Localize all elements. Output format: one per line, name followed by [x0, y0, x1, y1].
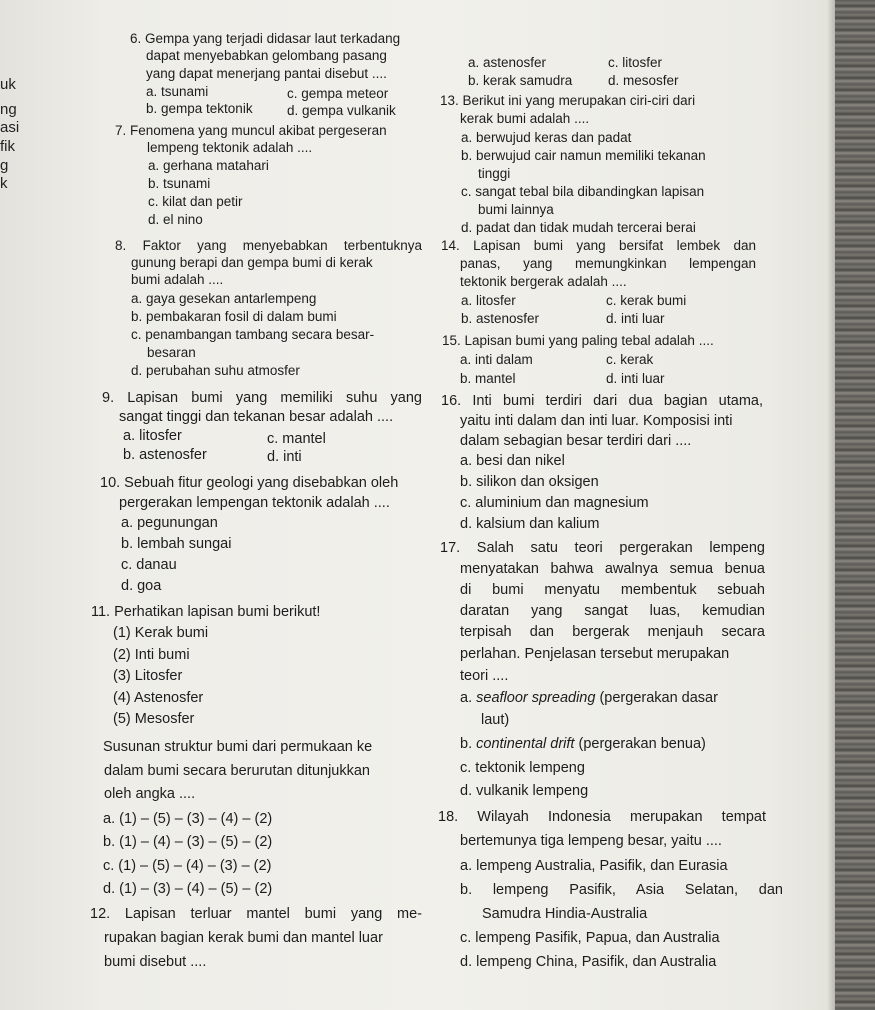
option-11c[interactable]: c. (1) – (5) – (4) – (3) – (2) [103, 858, 272, 874]
option-16b[interactable]: b. silikon dan oksigen [460, 474, 599, 490]
option-17b-gloss: (pergerakan benua) [578, 736, 706, 752]
option-7a[interactable]: a. gerhana matahari [148, 158, 269, 173]
option-17a-cont: laut) [481, 712, 510, 728]
question-12-stem: bumi disebut .... [104, 954, 207, 970]
question-17-stem: terpisah dan bergerak menjauh secara [460, 624, 765, 640]
question-11-stem2: Susunan struktur bumi dari permukaan ke [103, 739, 373, 755]
option-18a[interactable]: a. lempeng Australia, Pasifik, dan Eurasia [460, 858, 728, 874]
option-16d[interactable]: d. kalsium dan kalium [460, 516, 600, 532]
question-11-stem: 11. Perhatikan lapisan bumi berikut! [91, 604, 321, 620]
question-8-stem: bumi adalah .... [131, 272, 224, 287]
question-17-stem: perlahan. Penjelasan tersebut merupakan [460, 646, 730, 662]
question-14-stem: 14. Lapisan bumi yang bersifat lembek dan [441, 238, 756, 253]
question-6-stem: 6. Gempa yang terjadi didasar laut terkadang [130, 31, 401, 46]
margin-fragment: uk [0, 76, 16, 93]
option-6b[interactable]: b. gempa tektonik [146, 101, 253, 116]
option-13c-cont: bumi lainnya [478, 202, 554, 217]
option-10c[interactable]: c. danau [121, 557, 177, 573]
layer-item-5: (5) Mesosfer [113, 711, 195, 727]
question-10-stem: 10. Sebuah fitur geologi yang disebabkan oleh [100, 475, 399, 491]
question-7-stem: lempeng tektonik adalah .... [147, 140, 313, 155]
margin-fragment: ng [0, 101, 17, 118]
option-14c[interactable]: c. kerak bumi [606, 293, 687, 308]
option-6c[interactable]: c. gempa meteor [287, 86, 389, 101]
option-17b-term: continental drift [476, 736, 575, 752]
margin-fragment: fik [0, 138, 15, 155]
margin-fragment: g [0, 157, 9, 174]
question-8-stem: gunung berapi dan gempa bumi di kerak [131, 255, 373, 270]
option-10b[interactable]: b. lembah sungai [121, 536, 232, 552]
option-15a[interactable]: a. inti dalam [460, 352, 533, 367]
question-9-stem: 9. Lapisan bumi yang memiliki suhu yang [102, 390, 422, 406]
option-13d[interactable]: d. padat dan tidak mudah tercerai berai [461, 220, 696, 235]
option-15b[interactable]: b. mantel [460, 371, 516, 386]
option-8a[interactable]: a. gaya gesekan antarlempeng [131, 291, 317, 306]
question-17-stem: menyatakan bahwa awalnya semua benua [460, 561, 765, 577]
option-17a-term: seafloor spreading [476, 690, 596, 706]
option-13b[interactable]: b. berwujud cair namun memiliki tekanan [461, 148, 706, 163]
question-10-stem: pergerakan lempengan tektonik adalah .... [119, 495, 390, 511]
option-10d[interactable]: d. goa [121, 578, 162, 594]
option-17d[interactable]: d. vulkanik lempeng [460, 783, 589, 799]
question-14-stem: tektonik bergerak adalah .... [460, 274, 627, 289]
question-9-stem: sangat tinggi dan tekanan besar adalah .... [119, 409, 394, 425]
option-11d[interactable]: d. (1) – (3) – (4) – (5) – (2) [103, 881, 273, 897]
option-18b[interactable]: b. lempeng Pasifik, Asia Selatan, dan [460, 882, 783, 898]
option-9c[interactable]: c. mantel [267, 431, 326, 447]
question-16-stem: 16. Inti bumi terdiri dari dua bagian utama, [441, 393, 763, 409]
question-16-stem: dalam sebagian besar terdiri dari .... [460, 433, 692, 449]
option-18b-cont: Samudra Hindia-Australia [482, 906, 648, 922]
option-8c[interactable]: c. penambangan tambang secara besar- [131, 327, 375, 342]
page-shadow [827, 0, 835, 1010]
option-11a[interactable]: a. (1) – (5) – (3) – (4) – (2) [103, 811, 273, 827]
option-9b[interactable]: b. astenosfer [123, 447, 207, 463]
margin-fragment: asi [0, 119, 20, 136]
option-7c[interactable]: c. kilat dan petir [148, 194, 243, 209]
question-17-stem: daratan yang sangat luas, kemudian [460, 603, 765, 619]
book-binding [835, 0, 875, 1010]
option-12c[interactable]: c. litosfer [608, 55, 663, 70]
option-9a[interactable]: a. litosfer [123, 428, 182, 444]
question-13-stem: 13. Berikut ini yang merupakan ciri-ciri dari [440, 93, 696, 108]
question-11-stem2: dalam bumi secara berurutan ditunjukkan [104, 763, 370, 779]
question-12-stem: 12. Lapisan terluar mantel bumi yang me- [90, 906, 422, 922]
option-8d[interactable]: d. perubahan suhu atmosfer [131, 363, 300, 378]
option-17c[interactable]: c. tektonik lempeng [460, 760, 585, 776]
option-11b[interactable]: b. (1) – (4) – (3) – (5) – (2) [103, 834, 273, 850]
option-12b[interactable]: b. kerak samudra [468, 73, 573, 88]
question-7-stem: 7. Fenomena yang muncul akibat pergeseran [115, 123, 387, 138]
option-18c[interactable]: c. lempeng Pasifik, Papua, dan Australia [460, 930, 720, 946]
option-17b[interactable] [460, 735, 706, 753]
question-15-stem: 15. Lapisan bumi yang paling tebal adalah .... [442, 333, 714, 348]
option-13c[interactable]: c. sangat tebal bila dibandingkan lapisan [461, 184, 705, 199]
question-17-stem: di bumi menyatu membentuk sebuah [460, 582, 765, 598]
option-13a[interactable]: a. berwujud keras dan padat [461, 130, 632, 145]
option-12a[interactable]: a. astenosfer [468, 55, 547, 70]
option-15c[interactable]: c. kerak [606, 352, 654, 367]
option-13b-cont: tinggi [478, 166, 511, 181]
option-17a[interactable] [460, 689, 718, 707]
question-18-stem: 18. Wilayah Indonesia merupakan tempat [438, 809, 766, 825]
question-13-stem: kerak bumi adalah .... [460, 111, 590, 126]
option-6d[interactable]: d. gempa vulkanik [287, 103, 396, 118]
question-11-stem2: oleh angka .... [104, 786, 196, 802]
margin-fragment: k [0, 175, 8, 192]
option-18d[interactable]: d. lempeng China, Pasifik, dan Australia [460, 954, 717, 970]
option-7b[interactable]: b. tsunami [148, 176, 211, 191]
option-16c[interactable]: c. aluminium dan magnesium [460, 495, 649, 511]
layer-item-4: (4) Astenosfer [113, 690, 204, 706]
question-17-stem: 17. Salah satu teori pergerakan lempeng [440, 540, 765, 556]
layer-item-2: (2) Inti bumi [113, 647, 190, 663]
layer-item-3: (3) Litosfer [113, 668, 183, 684]
question-6-stem: dapat menyebabkan gelombang pasang [146, 48, 387, 63]
question-8-stem: 8. Faktor yang menyebabkan terbentuknya [115, 238, 422, 253]
option-17b-letter: b. [460, 736, 473, 752]
option-15d[interactable]: d. inti luar [606, 371, 665, 386]
option-8b[interactable]: b. pembakaran fosil di dalam bumi [131, 309, 337, 324]
question-14-stem: panas, yang memungkinkan lempengan [460, 256, 756, 271]
option-10a[interactable]: a. pegunungan [121, 515, 218, 531]
option-17a-gloss: (pergerakan dasar [599, 690, 718, 706]
option-14a[interactable]: a. litosfer [461, 293, 516, 308]
option-12d[interactable]: d. mesosfer [608, 73, 679, 88]
option-9d[interactable]: d. inti [267, 449, 302, 465]
question-18-stem: bertemunya tiga lempeng besar, yaitu .... [460, 833, 722, 849]
option-6a[interactable]: a. tsunami [146, 84, 209, 99]
layer-item-1: (1) Kerak bumi [113, 625, 209, 641]
option-14d[interactable]: d. inti luar [606, 311, 665, 326]
question-6-stem: yang dapat menerjang pantai disebut .... [146, 66, 387, 81]
question-16-stem: yaitu inti dalam dan inti luar. Komposisi inti [460, 413, 733, 429]
question-12-stem: rupakan bagian kerak bumi dan mantel luar [104, 930, 383, 946]
option-8c-cont: besaran [147, 345, 196, 360]
option-7d[interactable]: d. el nino [148, 212, 203, 227]
option-16a[interactable]: a. besi dan nikel [460, 453, 565, 469]
option-17a-letter: a. [460, 690, 473, 706]
option-14b[interactable]: b. astenosfer [461, 311, 540, 326]
question-17-stem: teori .... [460, 668, 509, 684]
